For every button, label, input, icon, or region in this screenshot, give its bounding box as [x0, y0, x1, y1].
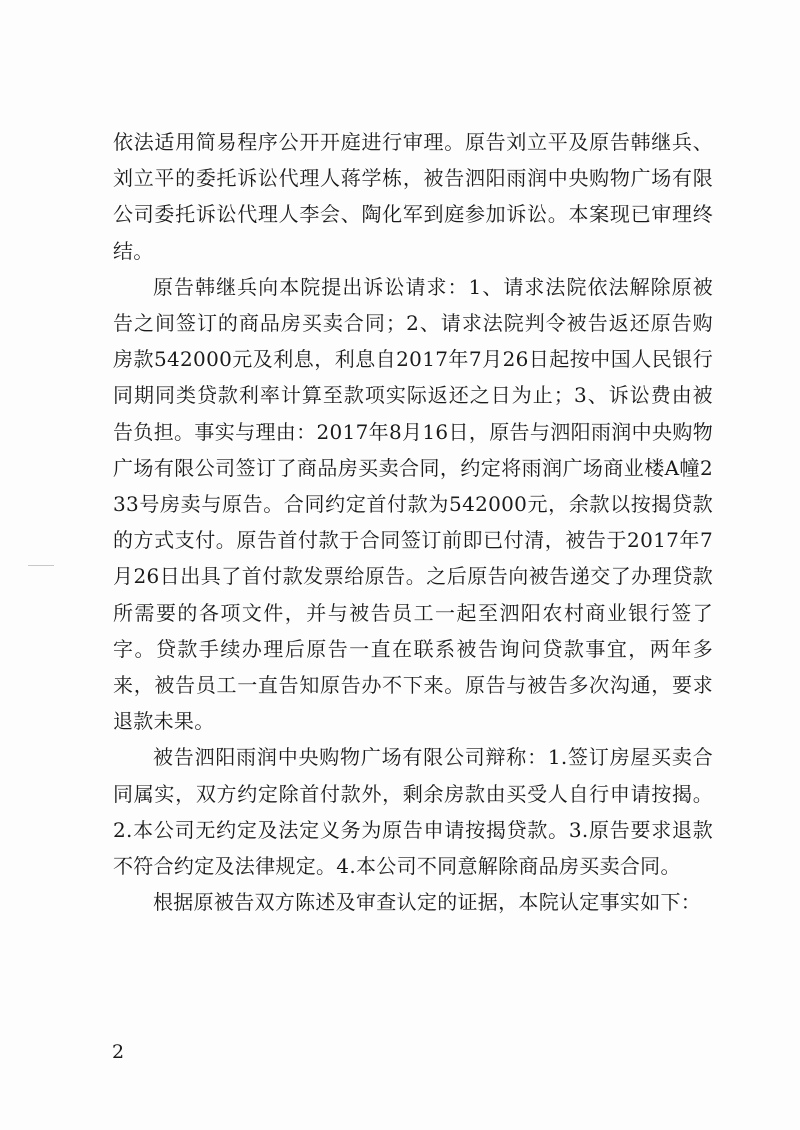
paragraph-1: 依法适用简易程序公开开庭进行审理。原告刘立平及原告韩继兵、刘立平的委托诉讼代理人蒋学栋，被告泗阳雨润中央购物广场有限公司委托诉讼代理人李会、陶化军到庭参加诉讼。本案现已审理终结。	[113, 130, 713, 263]
page-number: 2	[112, 1041, 125, 1063]
document-body	[113, 124, 713, 920]
scan-artifact-line	[28, 565, 54, 566]
paragraph-3: 被告泗阳雨润中央购物广场有限公司辩称：1.签订房屋买卖合同属实，双方约定除首付款外，剩余房款由买受人自行申请按揭。2.本公司无约定及法定义务为原告申请按揭贷款。3.原告要求退款不符合约定及法律规定。4.本公司不同意解除商品房买卖合同。	[113, 745, 713, 879]
paragraph-2: 原告韩继兵向本院提出诉讼请求：1、请求法院依法解除原被告之间签订的商品房买卖合同；2、请求法院判令被告返还原告购房款542000元及利息，利息自2017年7月26日起按中国人民银行同期同类贷款利率计算至款项实际返还之日为止；3、诉讼费由被告负担。事实与理由：2017年8月16日，原告与泗阳雨润中央购物广场有限公司签订了商品房买卖合同，约定将雨润广场商业楼A幢233号房卖与原告。合同约定首付款为542000元，余款以按揭贷款的方式支付。原告首付款于合同签订前即已付清，被告于2017年7月26日出具了首付款发票给原告。之后原告向被告递交了办理贷款所需要的各项文件，并与被告员工一起至泗阳农村商业银行签了字。贷款手续办理后原告一直在联系被告询问贷款事宜，两年多来，被告员工一直告知原告办不下来。原告与被告多次沟通，要求退款未果。	[113, 274, 713, 734]
paragraph-4: 根据原被告双方陈述及审查认定的证据，本院认定事实如下：	[153, 890, 702, 915]
